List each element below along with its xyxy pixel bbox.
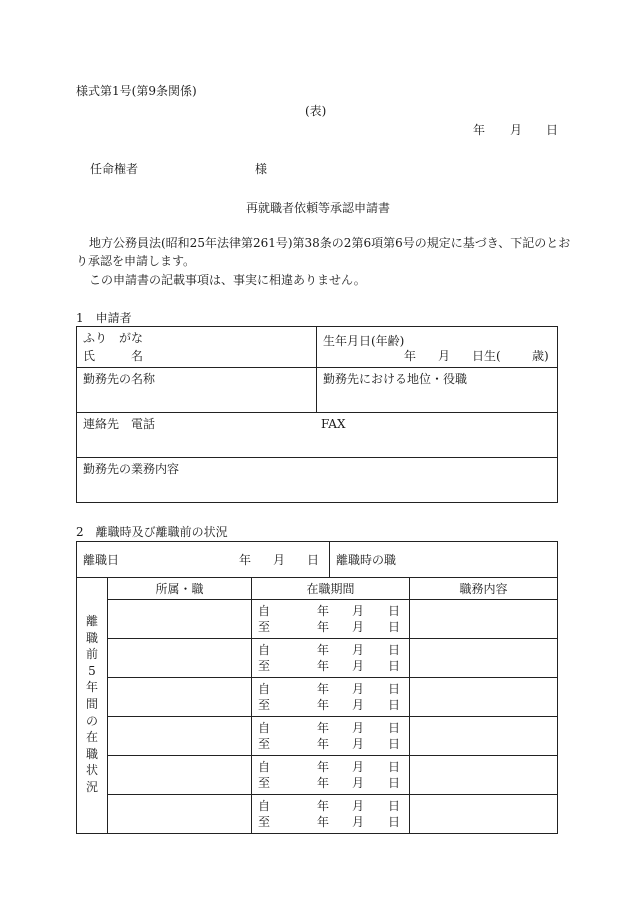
period-to-day: 日	[388, 815, 401, 829]
history-row	[77, 756, 558, 795]
period-to-day: 日	[388, 659, 401, 673]
period-from-day: 日	[388, 643, 401, 657]
birth-day-unit: 日生(	[472, 349, 501, 363]
date-day: 日	[546, 123, 559, 137]
period-cell[interactable]	[252, 717, 410, 756]
period-to-year: 年	[317, 620, 330, 634]
affiliation-cell[interactable]	[108, 717, 252, 756]
fax-label: FAX	[321, 417, 346, 431]
period-cell[interactable]	[252, 600, 410, 639]
period-from-month: 月	[352, 643, 365, 657]
period-cell[interactable]	[252, 756, 410, 795]
affiliation-cell[interactable]	[108, 795, 252, 834]
retire-day-unit: 日	[307, 553, 320, 567]
period-from: 自	[258, 643, 271, 657]
retire-month-unit: 月	[273, 553, 286, 567]
period-to-year: 年	[317, 659, 330, 673]
period-from-year: 年	[317, 682, 330, 696]
position-cell[interactable]	[317, 368, 558, 413]
period-to-month: 月	[352, 737, 365, 751]
duties-cell[interactable]	[410, 678, 558, 717]
side-label-char: 状	[85, 763, 98, 778]
intro-line-1: 地方公務員法(昭和25年法律第261号)第38条の2第6項第6号の規定に基づき、下記のとお	[89, 236, 571, 250]
business-cell[interactable]	[77, 458, 558, 503]
intro-line-3: この申請書の記載事項は、事実に相違ありません。	[89, 273, 366, 287]
section1-heading: 1 申請者	[76, 311, 132, 325]
period-from-month: 月	[352, 760, 365, 774]
front-label: (表)	[305, 104, 327, 118]
period-to-day: 日	[388, 737, 401, 751]
period-from: 自	[258, 721, 271, 735]
duties-cell[interactable]	[410, 756, 558, 795]
period-from: 自	[258, 604, 271, 618]
period-to-year: 年	[317, 815, 330, 829]
period-from-day: 日	[388, 760, 401, 774]
side-label-cell	[77, 578, 108, 834]
period-to-month: 月	[352, 776, 365, 790]
employer-name-label: 勤務先の名称	[83, 372, 156, 386]
period-to: 至	[258, 698, 271, 712]
period-from-month: 月	[352, 682, 365, 696]
period-from-day: 日	[388, 604, 401, 618]
period-from-month: 月	[352, 721, 365, 735]
period-from-year: 年	[317, 643, 330, 657]
retire-post-cell[interactable]	[330, 542, 558, 578]
period-to-day: 日	[388, 776, 401, 790]
document-title: 再就職者依頼等承認申請書	[246, 201, 391, 215]
period-to: 至	[258, 737, 271, 751]
date-month: 月	[510, 123, 523, 137]
birthdate-label: 生年月日(年齢)	[323, 334, 405, 348]
period-to-year: 年	[317, 737, 330, 751]
contact-phone-label: 連絡先 電話	[83, 417, 156, 431]
history-row	[77, 600, 558, 639]
period-from-day: 日	[388, 721, 401, 735]
side-label-char: 年	[85, 680, 98, 695]
name-label: 氏 名	[83, 349, 144, 363]
intro-line-2: り承認を申請します。	[76, 254, 196, 268]
birthdate-cell[interactable]	[317, 327, 558, 368]
employer-name-cell[interactable]	[77, 368, 317, 413]
side-label-char: 離	[85, 614, 98, 628]
affiliation-cell[interactable]	[108, 756, 252, 795]
duties-header: 職務内容	[410, 578, 558, 600]
period-from-year: 年	[317, 760, 330, 774]
addressee-label: 任命権者	[90, 162, 139, 176]
side-label-char: 職	[85, 746, 98, 761]
period-to-month: 月	[352, 620, 365, 634]
period-from-year: 年	[317, 799, 330, 813]
contact-cell[interactable]	[77, 413, 558, 458]
side-label-char: 職	[85, 630, 98, 645]
date-year: 年	[473, 123, 486, 137]
side-label-char: 況	[85, 780, 98, 794]
period-to-day: 日	[388, 620, 401, 634]
furigana-label: ふり がな	[83, 331, 144, 345]
duties-cell[interactable]	[410, 717, 558, 756]
period-to-month: 月	[352, 659, 365, 673]
period-to: 至	[258, 776, 271, 790]
birth-month-unit: 月	[438, 349, 451, 363]
period-from: 自	[258, 760, 271, 774]
affiliation-cell[interactable]	[108, 639, 252, 678]
history-row	[77, 717, 558, 756]
addressee-honorific: 様	[255, 162, 268, 176]
period-to: 至	[258, 620, 271, 634]
duties-cell[interactable]	[410, 639, 558, 678]
history-row	[77, 795, 558, 834]
period-to-year: 年	[317, 698, 330, 712]
period-from-month: 月	[352, 799, 365, 813]
position-label: 勤務先における地位・役職	[323, 372, 468, 386]
history-row	[77, 639, 558, 678]
age-unit: 歳)	[532, 349, 549, 363]
applicant-table	[76, 326, 558, 503]
period-from: 自	[258, 799, 271, 813]
period-to: 至	[258, 659, 271, 673]
history-row	[77, 678, 558, 717]
side-label-char: 5	[88, 663, 96, 678]
side-label-char: 前	[85, 647, 98, 662]
side-label-char: 在	[85, 730, 98, 745]
period-from-day: 日	[388, 682, 401, 696]
period-to-day: 日	[388, 698, 401, 712]
form-number: 様式第1号(第9条関係)	[76, 84, 197, 98]
side-label-char: 間	[85, 697, 98, 711]
duties-cell[interactable]	[410, 795, 558, 834]
birth-year-unit: 年	[404, 349, 417, 363]
period-from-year: 年	[317, 721, 330, 735]
name-cell[interactable]	[77, 327, 317, 368]
period-cell[interactable]	[252, 678, 410, 717]
business-label: 勤務先の業務内容	[83, 462, 180, 476]
period-from-month: 月	[352, 604, 365, 618]
retire-post-label: 離職時の職	[336, 553, 397, 567]
retirement-table	[76, 541, 558, 834]
retire-date-label: 離職日	[83, 553, 120, 567]
period-to-month: 月	[352, 698, 365, 712]
period-to: 至	[258, 815, 271, 829]
period-cell[interactable]	[252, 639, 410, 678]
period-from-day: 日	[388, 799, 401, 813]
side-label-char: の	[85, 713, 98, 728]
period-from: 自	[258, 682, 271, 696]
affiliation-cell[interactable]	[108, 600, 252, 639]
period-cell[interactable]	[252, 795, 410, 834]
section2-heading: 2 離職時及び離職前の状況	[76, 525, 228, 539]
affiliation-cell[interactable]	[108, 678, 252, 717]
duties-cell[interactable]	[410, 600, 558, 639]
retire-date-cell[interactable]	[77, 542, 330, 578]
period-to-month: 月	[352, 815, 365, 829]
period-from-year: 年	[317, 604, 330, 618]
retire-year-unit: 年	[239, 553, 252, 567]
period-header: 在職期間	[252, 578, 410, 600]
period-to-year: 年	[317, 776, 330, 790]
affiliation-header: 所属・職	[108, 578, 252, 600]
